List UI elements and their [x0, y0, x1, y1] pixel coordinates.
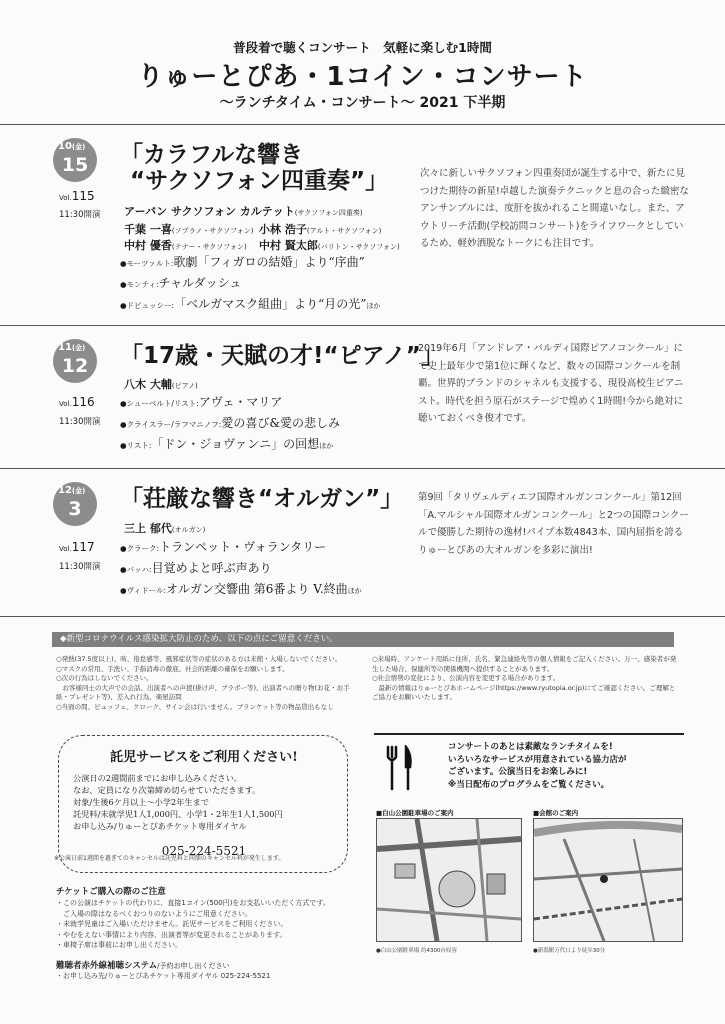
program-item: ●ドビュッシー:「ベルガマスク組曲」より“月の光”ほか	[120, 297, 381, 311]
start-time: 11:30開演	[59, 562, 101, 572]
access-map	[533, 818, 683, 942]
ticket-notes: ・この公演はチケットの代わりに、直接1コイン(500円)をお支払いいただく方式です。 ご入場の際はなるべくおつりのないようにご用意ください。 ・未就学児童はご入場いただけません。託児サービスをご利用ください。 ・やむをえない事情により内容、出演者等が変更されることがあります。 ・車椅子席は事前にお申し出ください。	[56, 899, 330, 949]
nursery-details: 公演日の2週間前までにお申し込みください。 なお、定員になり次第締め切らせていただきます。 対象/生後6ケ月以上～小学2年生まで 託児料/未就学児1人1,000円、小学1・2年生1人1,500円 お申し込み/りゅーとぴあチケット専用ダイヤル	[73, 773, 283, 831]
date-day: 3	[68, 498, 82, 520]
concert-vol-116	[0, 326, 725, 466]
lunch-info-box	[374, 733, 684, 803]
program-item: ●リスト:「ドン・ジョヴァンニ」の回想ほか	[120, 437, 334, 451]
hearing-system-contact: ・お申し込み先/りゅーとぴあチケット専用ダイヤル 025-224-5521	[56, 972, 271, 980]
divider	[0, 616, 725, 617]
concert-description: 2019年6月「アンドレア・バルディ国際ピアノコンクール」にて史上最年少で第1位に輝くなど、数々の国際コンクールを制覇。世界的ブランドのシャネルも支援する、現役高校生ピアニスト。時代を担う原石がステージで煌めく1時間!今から絶対に聴いておくべき俊才です。	[418, 343, 684, 424]
concert-description: 第9回「タリヴェルディエフ国際オルガンコンクール」第12回「A.マルシャル国際オルガンコンクール」と2つの国際コンクールで優勝した期待の逸材!パイプ本数4843本、国内屈指を誇るりゅーとぴあの大オルガンを多彩に演出!	[418, 492, 689, 556]
access-map-note: ●新潟駅万代口より徒歩30分	[533, 948, 606, 954]
notice-right: ○来場時、アンケート用紙に住所、氏名、緊急連絡先等の個人情報をご記入ください。万一、感染者が発生した場合、保健所等の関係機関へ提供することがあります。 ○社会情勢の変化により、公演内容を変更する場合があります。 最新の情報はりゅーとぴあホームページ(https://www.ryutopia.or.jp)にてご確認ください。ご理解とご協力をお願いいたします。	[372, 655, 677, 701]
date-weekday: (金)	[71, 143, 86, 151]
performer: 中村 賢太郎(バリトン・サクソフォン)	[259, 239, 400, 252]
parking-map	[376, 818, 522, 942]
page-title: りゅーとぴあ・1コイン・コンサート	[137, 62, 588, 92]
parking-map-label: ■白山公園駐車場のご案内	[376, 809, 454, 817]
program-item: ●モンティ:チャルダッシュ	[120, 276, 242, 290]
ticket-notes-title: チケットご購入の際のご注意	[56, 887, 166, 897]
volume-number: Vol.117	[59, 540, 95, 554]
hearing-system-title: 難聴者赤外線補聴システム/予約お申し出ください	[56, 961, 230, 971]
start-time: 11:30開演	[59, 210, 101, 220]
parking-map-note: ●白山公園駐車場 約4300台収容	[376, 948, 458, 954]
lunch-text: コンサートのあとは素敵なランチタイムを! いろいろなサービスが用意されている協力店が ございます。公演当日をお楽しみに! ※当日配布のプログラムをご覧ください。	[448, 742, 627, 790]
program-item: ●モーツァルト:歌劇「フィガロの結婚」より“序曲”	[120, 255, 365, 269]
volume-number: Vol.116	[59, 395, 95, 409]
concert-title-line1: 「荘厳な響き“オルガン”」	[120, 486, 404, 512]
concert-title-line2: “サクソフォン四重奏”」	[130, 168, 389, 194]
access-map-label: ■会館のご案内	[533, 809, 579, 817]
performer: 千葉 一喜(ソプラノ・サクソフォン)	[124, 223, 254, 236]
header-tagline: 普段着で聴くコンサート 気軽に楽しむ1時間	[233, 40, 492, 55]
nursery-title: 託児サービスをご利用ください!	[110, 750, 298, 765]
concert-title-line1: 「カラフルな響き	[120, 142, 304, 168]
performer: 中村 優香(テナー・サクソフォン)	[124, 239, 247, 252]
nursery-footnote: ※公演日前1週間を過ぎてのキャンセルは託児料と同額のキャンセル料が発生します。	[54, 855, 285, 862]
notice-left: ○発熱(37.5度以上)、咳、倦怠感等、風邪症状等の症状のある方は来館・入場しないでください。 ○マスクの常用、手洗い、手指消毒の徹底、社会的距離の確保をお願いします。 ○次の行為はしないでください。 お客様同士の大声での会話、出演者への声援(掛け声、ブラボー等)、出演者への贈り物(お花・お手紙・プレゼント等)、差入れ行為、楽屋訪問 ○当面の間、ビュッフェ、クローク、サイン会は行いません。ブランケット等の物品貸出もなし	[56, 655, 350, 711]
nursery-phone: 025-224-5521	[161, 844, 247, 858]
concert-vol-117	[0, 469, 725, 609]
concert-title-line1: 「17歳・天賦の才!“ピアノ”」	[120, 343, 444, 369]
date-badge	[53, 138, 97, 182]
date-badge: 11(金) 12	[53, 339, 97, 383]
date-day: 12	[61, 355, 89, 377]
date-day: 15	[61, 154, 89, 176]
volume-number: Vol.115	[59, 189, 95, 203]
concert-vol-115	[0, 125, 725, 325]
performer: 八木 大輔(ピアノ)	[124, 378, 198, 391]
concert-description: 次々に新しいサクソフォン四重奏団が誕生する中で、新たに見つけた期待の新星!卓越した演奏テクニックと息の合った緻密なアンサンブルには、度肝を抜かれること間違いなし。また、アウトリーチ活動(学校訪問コンサート)をライフワークとしているため、軽妙洒脱なトークにも注目です。	[420, 168, 689, 249]
program-item: ●シューベルト/リスト:アヴェ・マリア	[120, 395, 283, 409]
access-map-drawing	[534, 819, 682, 941]
date-badge: 12(金) 3	[53, 482, 97, 526]
covid-notice-bar: ◆新型コロナウイルス感染拡大防止のため、以下の点にご留意ください。	[52, 632, 674, 647]
performer: 三上 郁代(オルガン)	[124, 522, 206, 535]
ensemble-name: アーバン サクソフォン カルテット(サクソフォン四重奏)	[124, 205, 363, 218]
program-item: ●ヴィドール:オルガン交響曲 第6番より V.終曲ほか	[120, 582, 362, 596]
program-item: ●クライスラー/ラフマニノフ:愛の喜び&愛の悲しみ	[120, 416, 340, 430]
fork-knife-icon	[384, 745, 414, 793]
performer: 小林 浩子(アルト・サクソフォン)	[259, 223, 382, 236]
start-time: 11:30開演	[59, 417, 101, 427]
page-subtitle: ～ランチタイム・コンサート～ 2021 下半期	[219, 95, 506, 111]
program-item: ●クラーク:トランペット・ヴォランタリー	[120, 540, 327, 554]
parking-map-drawing	[377, 819, 521, 941]
date-month: 10	[58, 141, 72, 152]
program-item: ●バッハ:目覚めよと呼ぶ声あり	[120, 561, 272, 575]
